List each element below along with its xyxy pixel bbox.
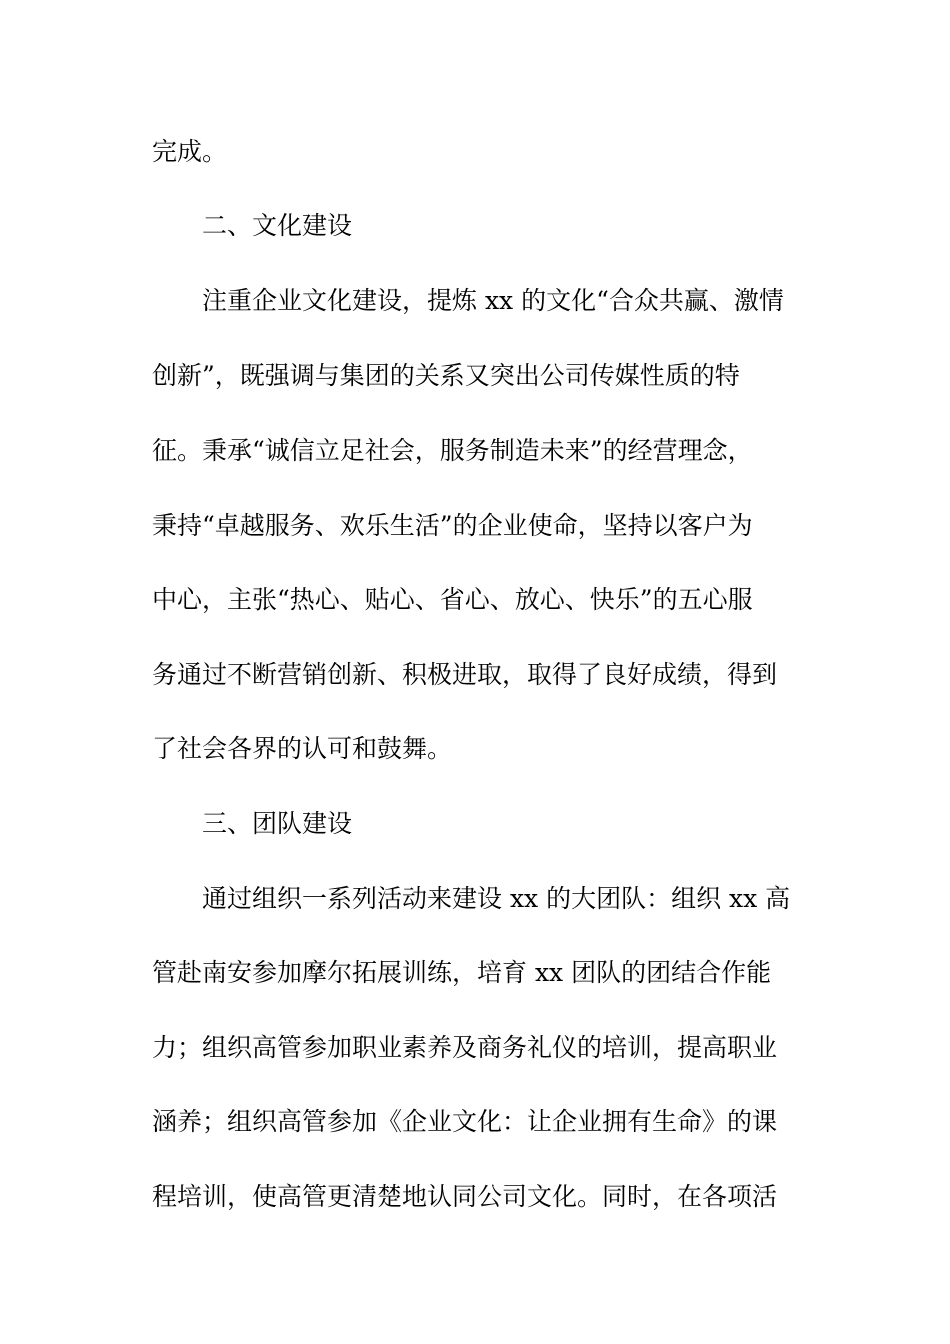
paragraph-line: 创新”，既强调与集团的关系又突出公司传媒性质的特 (152, 361, 740, 390)
text-line: 完成。 (152, 137, 228, 166)
paragraph-line: 中心，主张“热心、贴心、省心、放心、快乐”的五心服 (152, 585, 753, 614)
paragraph-line: 务通过不断营销创新、积极进取，取得了良好成绩，得到 (152, 660, 778, 689)
paragraph-line: 力；组织高管参加职业素养及商务礼仪的培训，提高职业 (152, 1033, 778, 1062)
paragraph-line: 涵养；组织高管参加《企业文化：让企业拥有生命》的课 (152, 1107, 778, 1136)
paragraph-line: 秉持“卓越服务、欢乐生活”的企业使命，坚持以客户为 (152, 511, 753, 540)
section-heading: 三、团队建设 (202, 809, 353, 838)
section-heading: 二、文化建设 (202, 211, 353, 240)
paragraph-line: 程培训，使高管更清楚地认同公司文化。同时，在各项活 (152, 1182, 778, 1211)
paragraph-line: 征。秉承“诚信立足社会，服务制造未来”的经营理念， (152, 436, 753, 465)
paragraph-line: 注重企业文化建设，提炼 xx 的文化“合众共赢、激情 (202, 286, 784, 315)
paragraph-line: 管赴南安参加摩尔拓展训练，培育 xx 团队的团结合作能 (152, 958, 772, 987)
paragraph-line: 通过组织一系列活动来建设 xx 的大团队：组织 xx 高 (202, 884, 791, 913)
paragraph-line: 了社会各界的认可和鼓舞。 (152, 734, 453, 763)
